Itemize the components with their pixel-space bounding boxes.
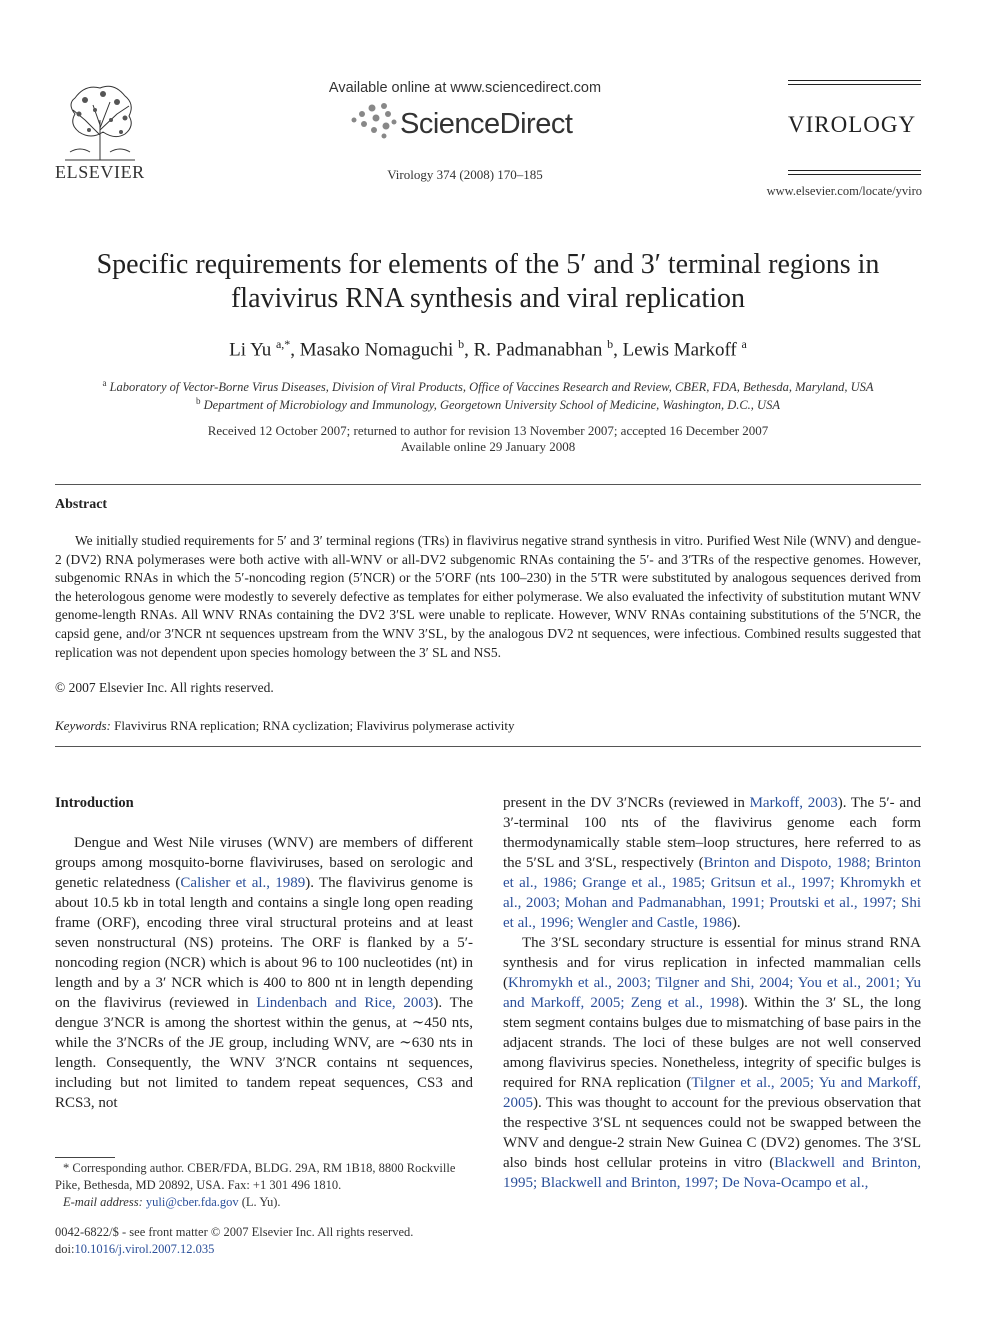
journal-rule-bottom-2 — [788, 174, 921, 175]
article-title — [55, 248, 921, 316]
keywords-list: Flavivirus RNA replication; RNA cyclization; Flavivirus polymerase activity — [114, 718, 515, 733]
citation-link[interactable]: Markoff, 2003 — [749, 795, 838, 811]
author-list: Li Yu $^{a,*}$, Masako Nomaguchi $^b$, R. Padmanabhan $^b$, Lewis Markoff $^a$ — [229, 337, 747, 361]
doi-label: doi: — [55, 1242, 75, 1256]
author-affiliation-mark[interactable]: a,* — [275, 337, 291, 351]
author-name[interactable]: Li Yu — [229, 339, 272, 361]
left-column — [55, 833, 473, 1113]
journal-citation: Virology 374 (2008) 170–185 — [387, 167, 543, 182]
affiliation-a — [55, 378, 921, 395]
sciencedirect-wordmark: ScienceDirect — [400, 108, 573, 140]
doi-link[interactable]: 10.1016/j.virol.2007.12.035 — [74, 1242, 215, 1256]
citation-link[interactable]: Tilgner et al., 2005; Yu and Markoff, 2005 — [503, 1075, 921, 1111]
elsevier-tree-logo — [55, 80, 145, 162]
citation-link[interactable]: Calisher et al., 1989 — [180, 875, 306, 891]
body-text: Dengue and West Nile viruses (WNV) are members of different groups among mosquito-borne flaviviruses, based on serologic and genetic relatedness ( — [55, 835, 473, 891]
title-line-1: Specific requirements for elements of the 5′ and 3′ terminal regions in — [96, 249, 880, 280]
available-online-date: Available online 29 January 2008 — [400, 439, 576, 454]
footnote-rule — [55, 1157, 115, 1158]
email-link[interactable]: yuli@cber.fda.gov — [145, 1195, 239, 1209]
email-suffix: (L. Yu). — [241, 1195, 281, 1209]
author-affiliation-mark[interactable]: b — [607, 337, 614, 351]
abstract-rule-top — [55, 484, 921, 485]
body-text: ). The dengue 3′NCR is among the shortest within the genus, at ∼450 nts, while the 3′NCRs of the JE group, including WNV, are ∼630 nts in length. Consequently, the WNV 3′NCR contains nt sequences, including but not limited to tandem repeat sequences, CS3 and RCS3, not — [55, 995, 473, 1111]
citation-link[interactable]: Khromykh et al., 2003; Tilgner and Shi, 2004; You et al., 2001; Yu and Markoff, 2005; Zeng et al., 1998 — [503, 975, 921, 1011]
body-text: ). This was thought to account for the previous observation that the respective 3′SL nt sequences could not be swapped between the WNV and dengue-2 strain New Guinea C (DV2) genomes. The 3′SL also binds host cellular proteins in vitro ( — [503, 1095, 921, 1171]
intro-paragraph — [503, 933, 921, 1193]
affiliation-text: Department of Microbiology and Immunology, Georgetown University School of Medicine, Washington, D.C., USA — [203, 398, 780, 413]
received-dates: Received 12 October 2007; returned to author for revision 13 November 2007; accepted 16 December 2007 — [207, 423, 769, 438]
author-affiliation-mark[interactable]: a — [741, 337, 747, 351]
author-name[interactable]: R. Padmanabhan — [473, 339, 603, 361]
affiliation-text: Laboratory of Vector-Borne Virus Diseases, Division of Viral Products, Office of Vaccines Research and Review, CBER, FDA, Bethesda, Maryland, USA — [109, 380, 874, 395]
right-column — [503, 793, 921, 1193]
journal-name: VIROLOGY — [788, 112, 917, 137]
footnote-corresponding: Corresponding author. CBER/FDA, BLDG. 29A, RM 1B18, 8800 Rockville Pike, Bethesda, MD 20892, USA. Fax: +1 301 496 1810. — [55, 1161, 456, 1192]
introduction-heading: Introduction — [55, 795, 134, 811]
corresponding-author-footnote — [55, 1160, 473, 1211]
keywords — [55, 718, 515, 734]
issn-line: 0042-6822/$ - see front matter © 2007 Elsevier Inc. All rights reserved. — [55, 1225, 414, 1239]
abstract-heading: Abstract — [55, 497, 108, 512]
abstract-copyright: © 2007 Elsevier Inc. All rights reserved. — [55, 680, 274, 695]
body-text: ). — [731, 915, 741, 931]
issn-block — [55, 1224, 473, 1258]
sciencedirect-dots-icon — [348, 102, 400, 142]
abstract-text: We initially studied requirements for 5′ and 3′ terminal regions (TRs) in flavivirus negative strand synthesis in vitro. Purified West Nile (WNV) and dengue-2 (DV2) RNA polymerases were both active with all-WNV or all-DV2 subgenomic RNAs containing the 5′- and 3′TRs of the respective genomes. However, subgenomic RNAs in which the 5′-noncoding region (5′NCR) or the 5′ORF (nts 100–230) in the 5′TR were substituted by analogous sequences derived from the heterologous genome were modestly to severely defective as templates for either polymerase. We also evaluated the infectivity of substitution mutant WNV genome-length RNAs. All WNV RNAs containing the DV2 3′SL were unable to replicate. However, WNV RNAs containing substitutions of the 5′NCR, the capsid gene, and/or 3′NCR nt sequences upstream from the WNV 3′SL, by the analogous DV2 nt sequences, were infectious. Combined results suggested that replication was not dependent upon species homology between the 3′ SL and NS5. — [55, 533, 921, 660]
affiliation-mark: b — [196, 396, 201, 406]
body-text: ). The flavivirus genome is about 10.5 kb in total length and contains a single long open reading frame (ORF), encoding three viral structural proteins and at least seven nonstructural (NS) proteins. The ORF is flanked by a 5′-noncoding region (NCR) which is about 96 to 100 nucleotides (nt) in length and by a 3′ NCR which is 400 to 800 nt in length depending on the flavivirus (reviewed in — [55, 875, 473, 1011]
citation-link[interactable]: Blackwell and Brinton, 1995; Blackwell and Brinton, 1997; De Nova-Ocampo et al., — [503, 1155, 921, 1191]
journal-url-link[interactable]: www.elsevier.com/locate/yviro — [766, 184, 922, 198]
citation-link[interactable]: Lindenbach and Rice, 2003 — [256, 995, 434, 1011]
keywords-label: Keywords: — [55, 718, 111, 733]
footnote-star: * — [63, 1161, 70, 1175]
journal-rule-top-2 — [788, 84, 921, 85]
publisher-name: ELSEVIER — [55, 162, 145, 182]
body-text: ). Within the 3′ SL, the long stem segment contains bulges due to mismatching of base pairs in the adjacent strands. The loci of these bulges are not well conserved among flavivirus species. Nonetheless, integrity of specific bulges is required for RNA replication ( — [503, 995, 921, 1091]
available-online-text: Available online at www.sciencedirect.com — [328, 80, 602, 96]
author-name[interactable]: Lewis Markoff — [622, 339, 737, 361]
body-text: ). The 5′- and 3′-terminal 100 nts of the flavivirus genome each form thermodynamically stable stem–loop structures, here referred to as the 5′SL and 3′SL, respectively ( — [503, 795, 922, 871]
body-text: The 3′SL secondary structure is essential for minus strand RNA synthesis and for virus replication in infected mammalian cells ( — [503, 935, 921, 991]
journal-rule-bottom — [788, 170, 921, 171]
intro-paragraph — [55, 833, 473, 1113]
journal-rule-top — [788, 80, 921, 81]
abstract-rule-bottom — [55, 746, 921, 747]
author-name[interactable]: Masako Nomaguchi — [299, 339, 454, 361]
title-line-2: flavivirus RNA synthesis and viral replication — [230, 283, 746, 314]
affiliation-mark: a — [102, 378, 107, 388]
body-text: present in the DV 3′NCRs (reviewed in — [503, 795, 750, 811]
author-affiliation-mark[interactable]: b — [458, 337, 465, 351]
email-label: E-mail address: — [63, 1195, 143, 1209]
intro-paragraph — [503, 793, 921, 933]
citation-link[interactable]: Brinton and Dispoto, 1988; Brinton et al., 1986; Grange et al., 1985; Gritsun et al., 1997; Khromykh et al., 2003; Mohan and Padmanabhan, 1991; Proutski et al., 1997; Shi et al., 1996; Wengler and Castle, 1986 — [503, 855, 921, 931]
affiliation-b — [55, 396, 921, 413]
